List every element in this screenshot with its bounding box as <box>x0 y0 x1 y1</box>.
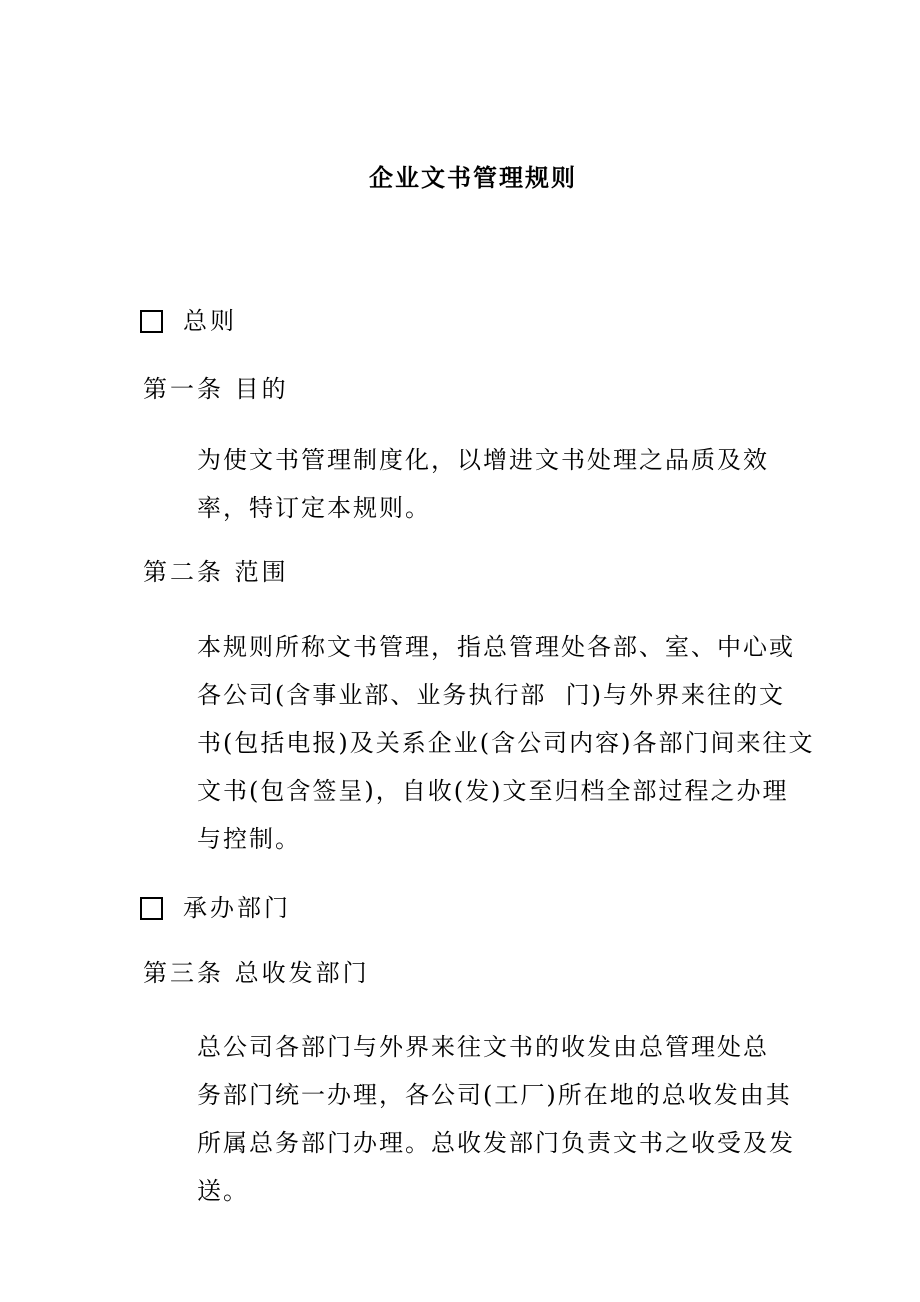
paragraph-line: 所属总务部门办理。总收发部门负责文书之收受及发 <box>197 1129 795 1157</box>
article-3-body <box>197 1023 857 1215</box>
article-1-body <box>197 436 857 532</box>
paragraph-line: 书(包括电报)及关系企业(含公司内容)各部门间来往文 <box>197 729 815 757</box>
section-row-general-rules <box>140 306 237 336</box>
paragraph-line: 总公司各部门与外界来往文书的收发由总管理处总 <box>197 1033 769 1061</box>
paragraph-line: 务部门统一办理，各公司(工厂)所在地的总收发由其 <box>197 1081 792 1109</box>
paragraph-line: 送。 <box>197 1177 249 1205</box>
paragraph-line: 率，特订定本规则。 <box>197 494 431 522</box>
document-title: 企业文书管理规则 <box>369 163 577 192</box>
section-row-responsible-department <box>140 893 291 923</box>
section-label-responsible-department: 承办部门 <box>183 894 291 922</box>
paragraph-line: 各公司(含事业部、业务执行部 门)与外界来往的文 <box>197 681 785 709</box>
paragraph-line: 本规则所称文书管理，指总管理处各部、室、中心或 <box>197 633 795 661</box>
section-label-general-rules: 总则 <box>183 307 237 335</box>
article-1-heading: 第一条 目的 <box>143 375 289 403</box>
paragraph-line: 与控制。 <box>197 825 301 853</box>
checkbox-bullet-icon <box>140 310 163 333</box>
paragraph-line: 文书(包含签呈)，自收(发)文至归档全部过程之办理 <box>197 777 789 805</box>
article-2-heading: 第二条 范围 <box>143 558 289 586</box>
checkbox-bullet-icon <box>140 897 163 920</box>
article-3-heading: 第三条 总收发部门 <box>143 959 370 987</box>
article-2-body <box>197 623 857 863</box>
paragraph-line: 为使文书管理制度化，以增进文书处理之品质及效 <box>197 446 769 474</box>
